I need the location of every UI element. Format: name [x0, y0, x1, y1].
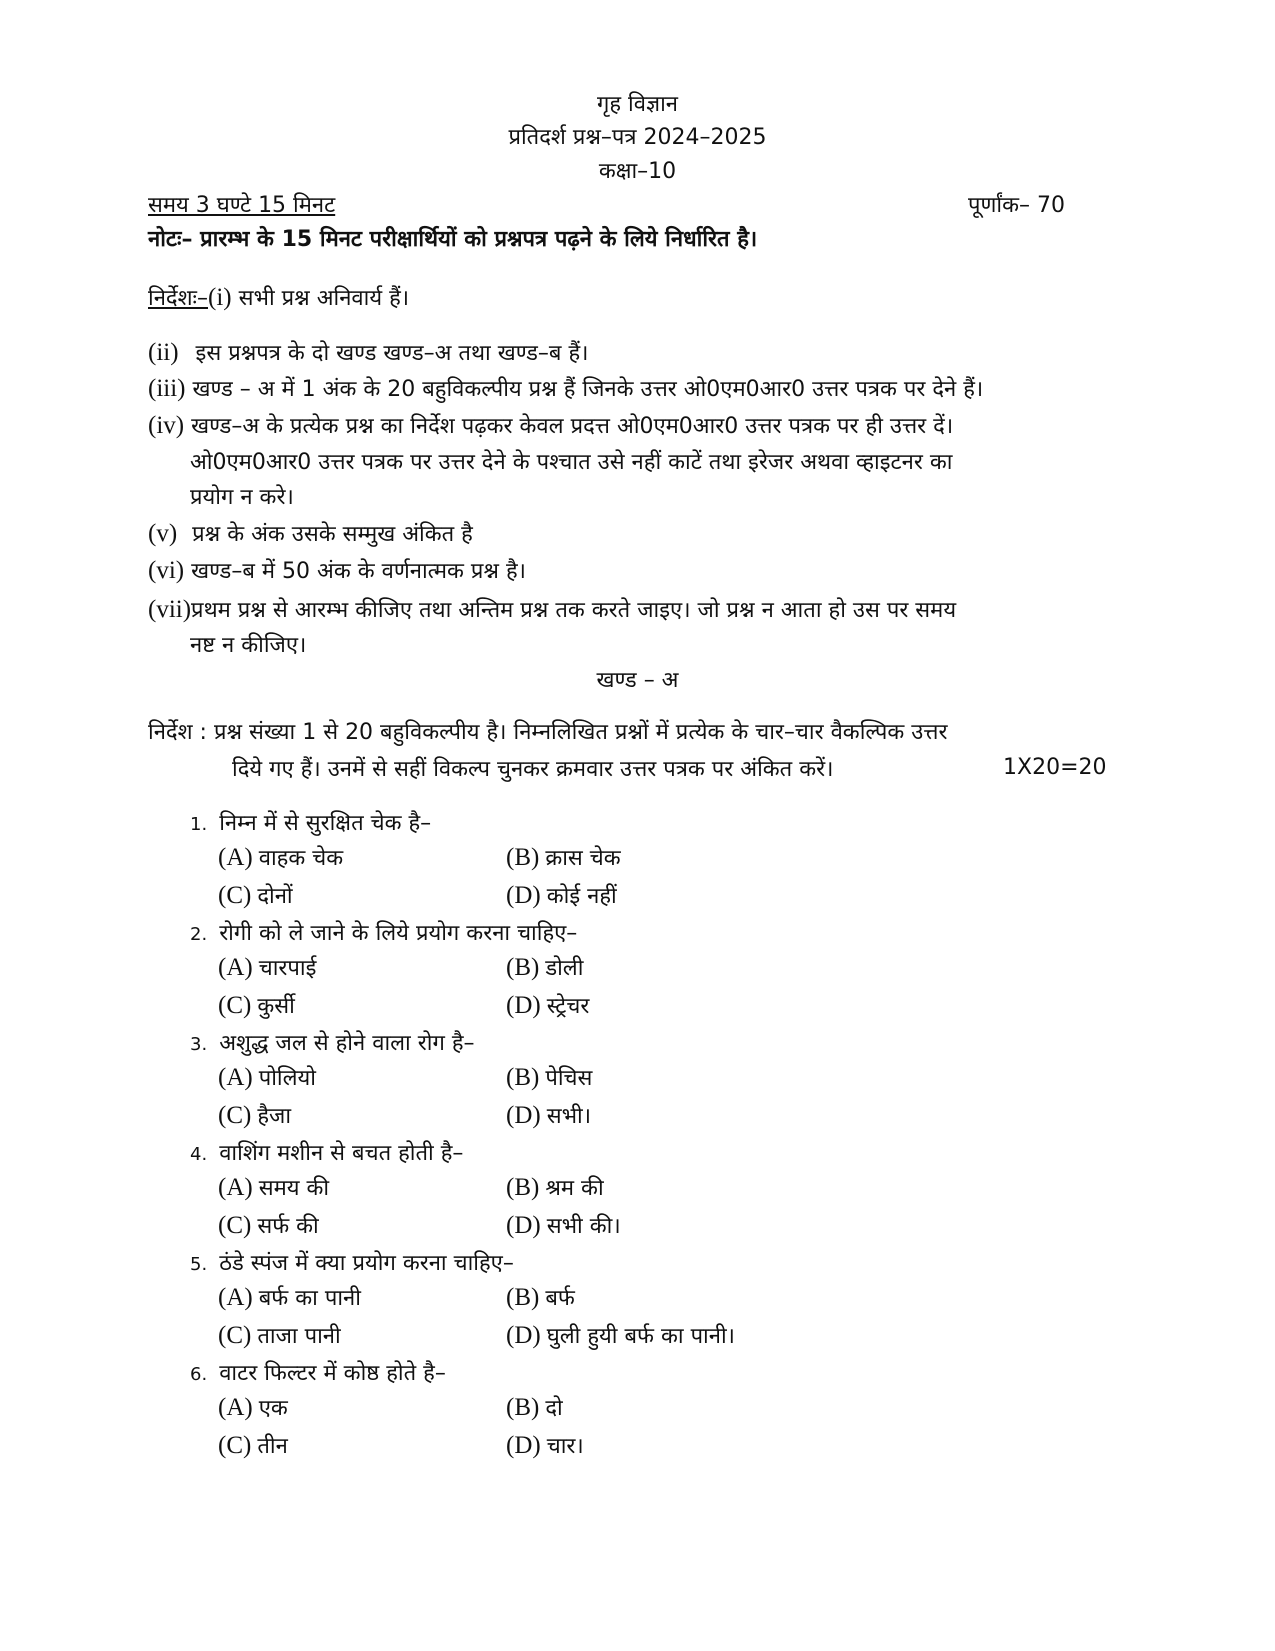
option-letter: (A): [218, 1064, 253, 1091]
option-text: कुर्सी: [257, 994, 295, 1019]
option-b: [506, 1282, 575, 1312]
option-letter: (D): [506, 882, 541, 909]
option-letter: (C): [218, 1322, 252, 1349]
option-text: पोलियो: [258, 1066, 316, 1091]
question-2: [190, 917, 577, 947]
option-letter: (D): [506, 1322, 541, 1349]
option-letter: (C): [218, 882, 252, 909]
instruction-text: प्रथम प्रश्न से आरम्भ कीजिए तथा अन्तिम प्रश्न तक करते जाइए। जो प्रश्न न आता हो उस पर समय: [191, 598, 957, 623]
option-d: [506, 1210, 621, 1240]
option-d: [506, 1320, 735, 1350]
option-letter: (B): [506, 1394, 540, 1421]
instruction-num: (ii): [148, 339, 179, 366]
option-letter: (B): [506, 954, 540, 981]
question-text: रोगी को ले जाने के लिये प्रयोग करना चाहिए–: [219, 921, 578, 946]
option-letter: (B): [506, 844, 540, 871]
question-4: [190, 1137, 463, 1167]
option-d: [506, 990, 589, 1020]
paper-title: प्रतिदर्श प्रश्न–पत्र 2024–2025: [508, 125, 767, 150]
instruction-i: [148, 282, 409, 312]
question-1: [190, 807, 431, 837]
instruction-v: [148, 518, 473, 548]
question-6: [190, 1357, 446, 1387]
max-marks: पूर्णांक– 70: [968, 193, 1065, 218]
option-letter: (C): [218, 1212, 252, 1239]
option-b: [506, 952, 583, 982]
option-b: [506, 1172, 604, 1202]
option-letter: (D): [506, 1212, 541, 1239]
option-b: [506, 1062, 592, 1092]
instruction-iv-line3: प्रयोग न करे।: [190, 485, 294, 510]
option-text: हैजा: [257, 1104, 292, 1129]
option-text: सभी।: [546, 1104, 592, 1129]
option-text: दो: [545, 1396, 563, 1421]
instruction-text: सभी प्रश्न अनिवार्य हैं।: [238, 286, 410, 311]
option-letter: (D): [506, 992, 541, 1019]
option-text: सभी की।: [546, 1214, 621, 1239]
instruction-ii: [148, 337, 589, 367]
option-a: [218, 842, 343, 872]
option-letter: (A): [218, 1284, 253, 1311]
option-text: चारपाई: [258, 956, 317, 981]
instruction-num: (iii): [148, 375, 186, 402]
option-letter: (C): [218, 1102, 252, 1129]
option-letter: (A): [218, 844, 253, 871]
section-a-direction-line1: निर्देश : प्रश्न संख्या 1 से 20 बहुविकल्पीय है। निम्नलिखित प्रश्नों में प्रत्येक के चार–चार वैकल्पिक उत्तर: [148, 720, 948, 745]
instruction-num: (iv): [148, 412, 185, 439]
instructions-label: निर्देशः–: [148, 286, 208, 311]
option-text: कोई नहीं: [546, 884, 617, 909]
option-c: [218, 1320, 341, 1350]
instruction-text: इस प्रश्नपत्र के दो खण्ड खण्ड–अ तथा खण्ड–ब हैं।: [195, 341, 589, 366]
instruction-vi: [148, 555, 526, 585]
option-letter: (A): [218, 1394, 253, 1421]
option-text: पेचिस: [545, 1066, 593, 1091]
question-text: वाटर फिल्टर में कोष्ठ होते है–: [219, 1361, 446, 1386]
instruction-text: खण्ड – अ में 1 अंक के 20 बहुविकल्पीय प्रश्न हैं जिनके उत्तर ओ0एम0आर0 उत्तर पत्रक पर देने हैं।: [192, 377, 984, 402]
section-a-direction-line2: दिये गए हैं। उनमें से सहीं विकल्प चुनकर क्रमवार उत्तर पत्रक पर अंकित करें।: [232, 757, 834, 782]
option-c: [218, 1430, 288, 1460]
option-text: क्रास चेक: [545, 846, 621, 871]
option-c: [218, 1210, 319, 1240]
time-allowed: समय 3 घण्टे 15 मिनट: [148, 193, 336, 218]
option-a: [218, 1282, 361, 1312]
question-number: 4.: [190, 1144, 208, 1165]
option-text: दोनों: [257, 884, 293, 909]
instruction-iii: [148, 373, 983, 403]
section-a-marks: 1X20=20: [1003, 755, 1107, 780]
question-number: 2.: [190, 924, 208, 945]
question-text: ठंडे स्पंज में क्या प्रयोग करना चाहिए–: [219, 1251, 514, 1276]
option-text: वाहक चेक: [258, 846, 344, 871]
question-number: 5.: [190, 1254, 208, 1275]
option-text: स्ट्रेचर: [546, 994, 590, 1019]
option-text: एक: [258, 1396, 288, 1421]
option-text: बर्फ: [545, 1286, 575, 1311]
option-text: घुली हुयी बर्फ का पानी।: [546, 1324, 736, 1349]
option-d: [506, 1430, 584, 1460]
option-a: [218, 1062, 316, 1092]
option-text: श्रम की: [545, 1176, 604, 1201]
section-a-heading: खण्ड – अ: [596, 668, 679, 693]
option-letter: (D): [506, 1432, 541, 1459]
option-d: [506, 880, 617, 910]
option-letter: (B): [506, 1064, 540, 1091]
question-5: [190, 1247, 514, 1277]
instruction-vii-line2: नष्ट न कीजिए।: [190, 633, 307, 658]
instruction-num: (vii): [148, 596, 192, 623]
option-a: [218, 1392, 288, 1422]
option-text: चार।: [546, 1434, 584, 1459]
option-text: डोली: [545, 956, 584, 981]
option-text: ताजा पानी: [257, 1324, 341, 1349]
option-text: तीन: [257, 1434, 288, 1459]
question-text: अशुद्ध जल से होने वाला रोग है–: [219, 1031, 475, 1056]
instruction-text: प्रश्न के अंक उसके सम्मुख अंकित है: [192, 522, 473, 547]
class-title: कक्षा–10: [598, 159, 677, 184]
option-c: [218, 990, 295, 1020]
option-text: समय की: [258, 1176, 330, 1201]
option-letter: (B): [506, 1284, 540, 1311]
option-a: [218, 1172, 329, 1202]
option-c: [218, 1100, 291, 1130]
question-number: 1.: [190, 814, 208, 835]
question-number: 6.: [190, 1364, 208, 1385]
question-text: वाशिंग मशीन से बचत होती है–: [219, 1141, 464, 1166]
question-3: [190, 1027, 475, 1057]
note: नोटः– प्रारम्भ के 15 मिनट परीक्षार्थियों को प्रश्नपत्र पढ़ने के लिये निर्धारित है।: [148, 227, 758, 252]
option-b: [506, 1392, 563, 1422]
option-c: [218, 880, 293, 910]
instruction-vii: [148, 594, 956, 624]
instruction-num: (v): [148, 520, 178, 547]
option-text: सर्फ की: [257, 1214, 319, 1239]
option-d: [506, 1100, 591, 1130]
option-letter: (D): [506, 1102, 541, 1129]
option-a: [218, 952, 316, 982]
option-text: बर्फ का पानी: [258, 1286, 361, 1311]
instruction-text: खण्ड–अ के प्रत्येक प्रश्न का निर्देश पढ़कर केवल प्रदत्त ओ0एम0आर0 उत्तर पत्रक पर ही उत्तर दें।: [191, 414, 954, 439]
option-letter: (A): [218, 1174, 253, 1201]
subject-title: गृह विज्ञान: [596, 92, 678, 117]
option-letter: (A): [218, 954, 253, 981]
instruction-num: (i): [208, 284, 232, 311]
option-letter: (C): [218, 992, 252, 1019]
option-letter: (B): [506, 1174, 540, 1201]
question-text: निम्न में से सुरक्षित चेक है–: [219, 811, 432, 836]
instruction-iv: [148, 410, 953, 440]
option-b: [506, 842, 621, 872]
question-number: 3.: [190, 1034, 208, 1055]
instruction-iv-line2: ओ0एम0आर0 उत्तर पत्रक पर उत्तर देने के पश्चात उसे नहीं काटें तथा इरेजर अथवा व्हाइटनर का: [190, 450, 953, 475]
instruction-num: (vi): [148, 557, 185, 584]
instruction-text: खण्ड–ब में 50 अंक के वर्णनात्मक प्रश्न है।: [191, 559, 526, 584]
option-letter: (C): [218, 1432, 252, 1459]
